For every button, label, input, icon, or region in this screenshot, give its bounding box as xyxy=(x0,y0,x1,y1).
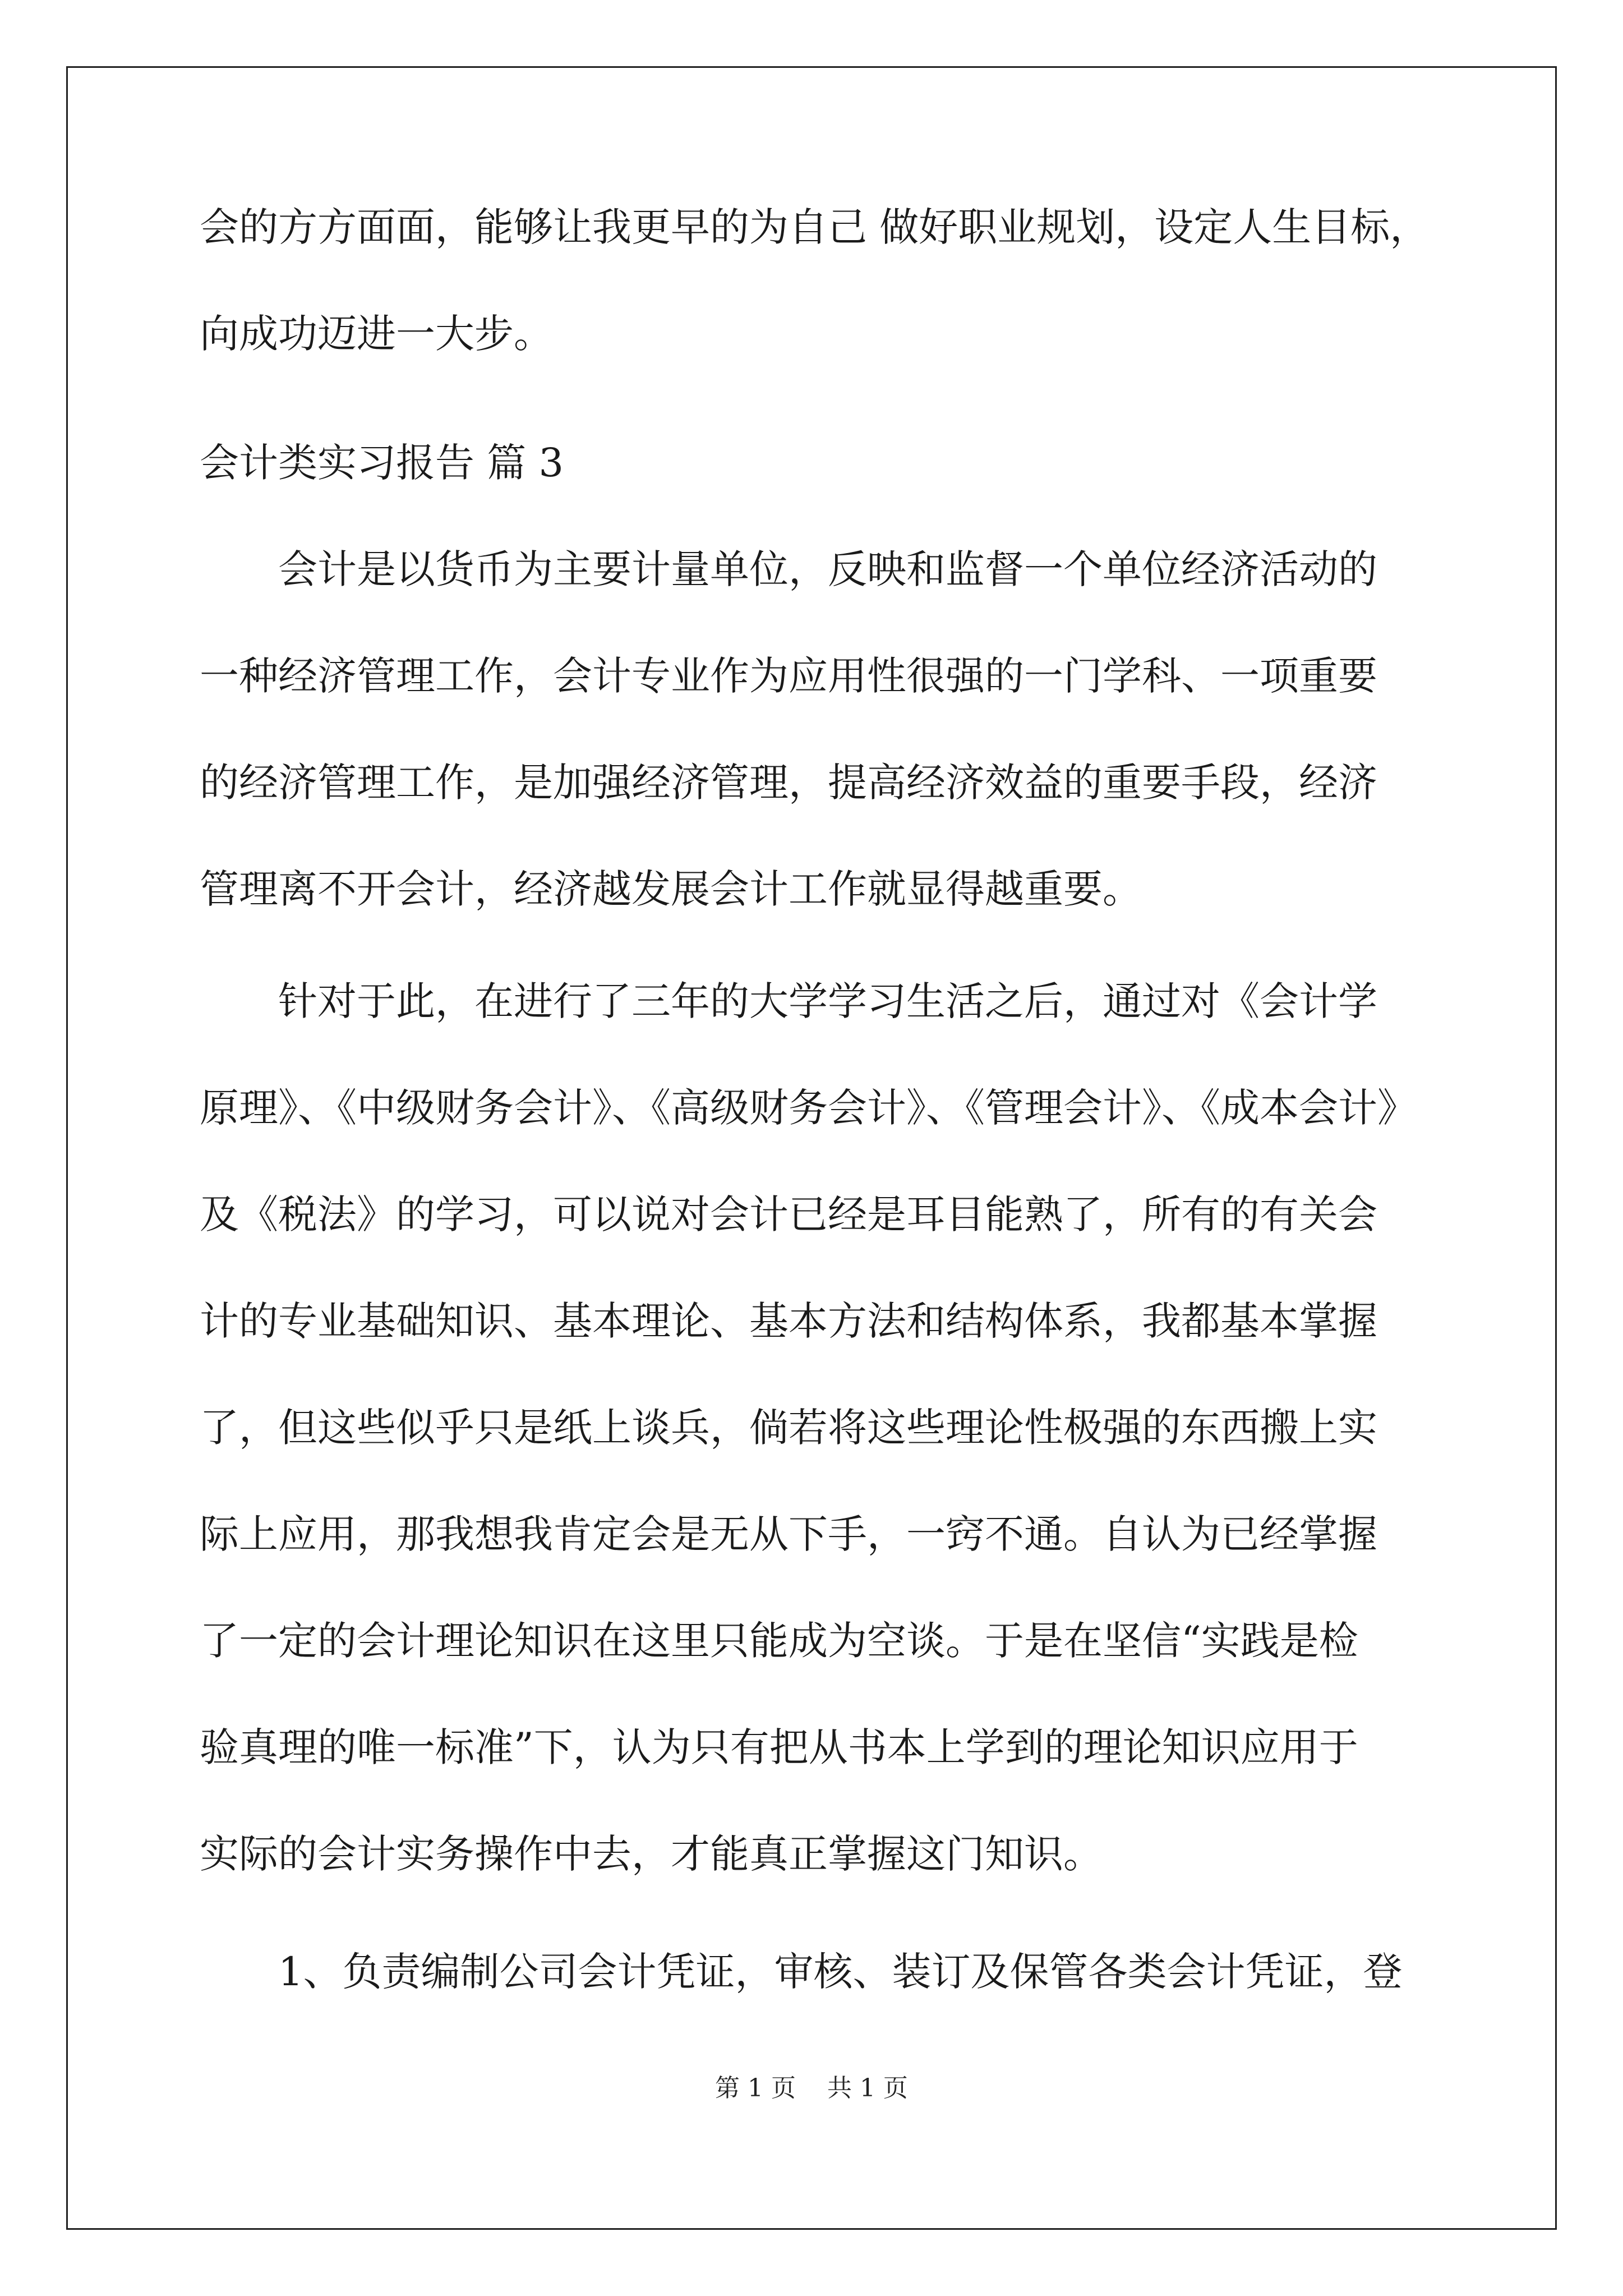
list-item: 1、负责编制公司会计凭证，审核、装订及保管各类会计凭证，登 xyxy=(278,1949,1403,1995)
text-line: 际上应用，那我想我肯定会是无从下手，一窍不通。自认为已经掌握 xyxy=(200,1511,1377,1557)
text-line: 及《税法》的学习，可以说对会计已经是耳目能熟了，所有的有关会 xyxy=(200,1191,1377,1237)
text-line: 的经济管理工作，是加强经济管理，提高经济效益的重要手段，经济 xyxy=(200,760,1377,806)
paragraph-start: 针对于此，在进行了三年的大学学习生活之后，通过对《会计学 xyxy=(278,978,1377,1024)
text-line: 会的方方面面，能够让我更早的为自己 做好职业规划，设定人生目标， xyxy=(200,204,1430,250)
text-line: 一种经济管理工作，会计专业作为应用性很强的一门学科、一项重要 xyxy=(200,653,1377,699)
text-line: 原理》、《中级财务会计》、《高级财务会计》、《管理会计》、《成本会计》 xyxy=(200,1085,1417,1131)
section-heading: 会计类实习报告 篇 3 xyxy=(200,440,564,486)
text-line: 了，但这些似乎只是纸上谈兵，倘若将这些理论性极强的东西搬上实 xyxy=(200,1405,1377,1451)
page-footer: 第 1 页 共 1 页 xyxy=(715,2074,908,2102)
page-border xyxy=(66,66,1557,2230)
text-line: 向成功迈进一大步。 xyxy=(200,311,553,357)
text-line: 计的专业基础知识、基本理论、基本方法和结构体系，我都基本掌握 xyxy=(200,1298,1377,1344)
text-line: 了一定的会计理论知识在这里只能成为空谈。于是在坚信“实践是检 xyxy=(200,1618,1358,1664)
text-line: 管理离不开会计，经济越发展会计工作就显得越重要。 xyxy=(200,866,1142,912)
paragraph-start: 会计是以货币为主要计量单位，反映和监督一个单位经济活动的 xyxy=(278,546,1377,592)
text-line: 验真理的唯一标准”下，认为只有把从书本上学到的理论知识应用于 xyxy=(200,1724,1358,1770)
text-line: 实际的会计实务操作中去，才能真正掌握这门知识。 xyxy=(200,1831,1103,1877)
